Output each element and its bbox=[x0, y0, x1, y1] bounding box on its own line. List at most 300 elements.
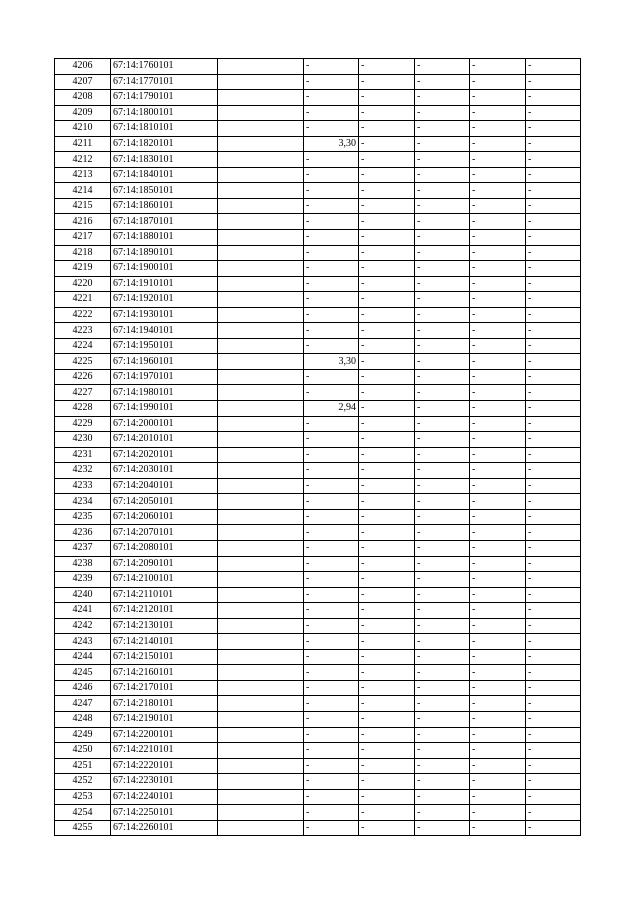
row-number-cell: 4216 bbox=[55, 214, 111, 230]
cadastral-number-cell: 67:14:1950101 bbox=[111, 338, 218, 354]
cadastral-number-cell: 67:14:2240101 bbox=[111, 789, 218, 805]
row-number-cell: 4248 bbox=[55, 711, 111, 727]
row-number-cell: 4213 bbox=[55, 167, 111, 183]
empty-cell bbox=[218, 820, 304, 836]
table-row bbox=[55, 665, 581, 681]
dash-cell: - bbox=[470, 292, 526, 308]
dash-cell: - bbox=[359, 556, 415, 572]
dash-cell: - bbox=[526, 540, 581, 556]
dash-cell: - bbox=[526, 105, 581, 121]
dash-cell: - bbox=[470, 603, 526, 619]
empty-cell bbox=[218, 198, 304, 214]
value-cell: - bbox=[304, 463, 359, 479]
table-row bbox=[55, 711, 581, 727]
row-number-cell: 4222 bbox=[55, 307, 111, 323]
dash-cell: - bbox=[415, 618, 470, 634]
empty-cell bbox=[218, 245, 304, 261]
empty-cell bbox=[218, 680, 304, 696]
table-row bbox=[55, 820, 581, 836]
dash-cell: - bbox=[526, 214, 581, 230]
cadastral-number-cell: 67:14:1890101 bbox=[111, 245, 218, 261]
dash-cell: - bbox=[526, 369, 581, 385]
empty-cell bbox=[218, 774, 304, 790]
dash-cell: - bbox=[415, 261, 470, 277]
dash-cell: - bbox=[470, 198, 526, 214]
dash-cell: - bbox=[415, 587, 470, 603]
dash-cell: - bbox=[526, 90, 581, 106]
value-cell: - bbox=[304, 509, 359, 525]
dash-cell: - bbox=[415, 743, 470, 759]
dash-cell: - bbox=[526, 603, 581, 619]
row-number-cell: 4211 bbox=[55, 136, 111, 152]
table-row bbox=[55, 556, 581, 572]
dash-cell: - bbox=[470, 105, 526, 121]
dash-cell: - bbox=[415, 307, 470, 323]
dash-cell: - bbox=[415, 494, 470, 510]
dash-cell: - bbox=[526, 261, 581, 277]
row-number-cell: 4206 bbox=[55, 59, 111, 75]
cadastral-number-cell: 67:14:2080101 bbox=[111, 540, 218, 556]
empty-cell bbox=[218, 121, 304, 137]
dash-cell: - bbox=[359, 572, 415, 588]
row-number-cell: 4212 bbox=[55, 152, 111, 168]
row-number-cell: 4235 bbox=[55, 509, 111, 525]
dash-cell: - bbox=[470, 214, 526, 230]
empty-cell bbox=[218, 665, 304, 681]
dash-cell: - bbox=[526, 59, 581, 75]
cadastral-number-cell: 67:14:2220101 bbox=[111, 758, 218, 774]
dash-cell: - bbox=[359, 105, 415, 121]
dash-cell: - bbox=[526, 245, 581, 261]
dash-cell: - bbox=[470, 680, 526, 696]
dash-cell: - bbox=[415, 292, 470, 308]
value-cell: - bbox=[304, 152, 359, 168]
table-row bbox=[55, 307, 581, 323]
row-number-cell: 4218 bbox=[55, 245, 111, 261]
dash-cell: - bbox=[470, 261, 526, 277]
value-cell: - bbox=[304, 276, 359, 292]
dash-cell: - bbox=[526, 338, 581, 354]
table-row bbox=[55, 90, 581, 106]
table-row bbox=[55, 276, 581, 292]
dash-cell: - bbox=[415, 121, 470, 137]
dash-cell: - bbox=[470, 463, 526, 479]
dash-cell: - bbox=[526, 509, 581, 525]
dash-cell: - bbox=[415, 167, 470, 183]
value-cell: - bbox=[304, 696, 359, 712]
value-cell: - bbox=[304, 214, 359, 230]
dash-cell: - bbox=[526, 152, 581, 168]
row-number-cell: 4219 bbox=[55, 261, 111, 277]
dash-cell: - bbox=[359, 338, 415, 354]
value-cell: - bbox=[304, 618, 359, 634]
dash-cell: - bbox=[470, 820, 526, 836]
dash-cell: - bbox=[470, 323, 526, 339]
row-number-cell: 4251 bbox=[55, 758, 111, 774]
value-cell: - bbox=[304, 198, 359, 214]
empty-cell bbox=[218, 323, 304, 339]
dash-cell: - bbox=[415, 416, 470, 432]
table-row bbox=[55, 214, 581, 230]
dash-cell: - bbox=[526, 743, 581, 759]
empty-cell bbox=[218, 572, 304, 588]
table-row bbox=[55, 789, 581, 805]
empty-cell bbox=[218, 743, 304, 759]
table-row bbox=[55, 121, 581, 137]
row-number-cell: 4233 bbox=[55, 478, 111, 494]
value-cell: - bbox=[304, 540, 359, 556]
cadastral-number-cell: 67:14:2150101 bbox=[111, 649, 218, 665]
row-number-cell: 4210 bbox=[55, 121, 111, 137]
dash-cell: - bbox=[415, 105, 470, 121]
cadastral-number-cell: 67:14:1790101 bbox=[111, 90, 218, 106]
cadastral-number-cell: 67:14:1900101 bbox=[111, 261, 218, 277]
table-row bbox=[55, 509, 581, 525]
value-cell: - bbox=[304, 183, 359, 199]
empty-cell bbox=[218, 369, 304, 385]
dash-cell: - bbox=[526, 665, 581, 681]
cadastral-number-cell: 67:14:2250101 bbox=[111, 805, 218, 821]
dash-cell: - bbox=[359, 478, 415, 494]
table-row bbox=[55, 105, 581, 121]
table-row bbox=[55, 59, 581, 75]
cadastral-number-cell: 67:14:1880101 bbox=[111, 230, 218, 246]
dash-cell: - bbox=[470, 587, 526, 603]
row-number-cell: 4223 bbox=[55, 323, 111, 339]
cadastral-number-cell: 67:14:1760101 bbox=[111, 59, 218, 75]
cadastral-number-cell: 67:14:1810101 bbox=[111, 121, 218, 137]
row-number-cell: 4226 bbox=[55, 369, 111, 385]
value-cell: - bbox=[304, 680, 359, 696]
table-row bbox=[55, 136, 581, 152]
dash-cell: - bbox=[359, 820, 415, 836]
dash-cell: - bbox=[470, 525, 526, 541]
cadastral-number-cell: 67:14:1940101 bbox=[111, 323, 218, 339]
dash-cell: - bbox=[526, 820, 581, 836]
dash-cell: - bbox=[415, 136, 470, 152]
dash-cell: - bbox=[526, 758, 581, 774]
table-row bbox=[55, 245, 581, 261]
empty-cell bbox=[218, 556, 304, 572]
dash-cell: - bbox=[359, 758, 415, 774]
row-number-cell: 4234 bbox=[55, 494, 111, 510]
table-body bbox=[55, 59, 581, 836]
dash-cell: - bbox=[470, 789, 526, 805]
dash-cell: - bbox=[526, 307, 581, 323]
value-cell: - bbox=[304, 774, 359, 790]
dash-cell: - bbox=[359, 183, 415, 199]
dash-cell: - bbox=[526, 634, 581, 650]
table-row bbox=[55, 261, 581, 277]
dash-cell: - bbox=[415, 432, 470, 448]
row-number-cell: 4254 bbox=[55, 805, 111, 821]
dash-cell: - bbox=[526, 136, 581, 152]
dash-cell: - bbox=[470, 634, 526, 650]
cadastral-number-cell: 67:14:2130101 bbox=[111, 618, 218, 634]
dash-cell: - bbox=[470, 540, 526, 556]
table-row bbox=[55, 478, 581, 494]
dash-cell: - bbox=[526, 649, 581, 665]
table-row bbox=[55, 587, 581, 603]
row-number-cell: 4225 bbox=[55, 354, 111, 370]
value-cell: - bbox=[304, 307, 359, 323]
dash-cell: - bbox=[359, 494, 415, 510]
table-row bbox=[55, 743, 581, 759]
row-number-cell: 4215 bbox=[55, 198, 111, 214]
dash-cell: - bbox=[526, 354, 581, 370]
dash-cell: - bbox=[415, 214, 470, 230]
value-cell: - bbox=[304, 525, 359, 541]
cadastral-number-cell: 67:14:1980101 bbox=[111, 385, 218, 401]
value-cell: - bbox=[304, 292, 359, 308]
cadastral-number-cell: 67:14:2230101 bbox=[111, 774, 218, 790]
cadastral-number-cell: 67:14:2010101 bbox=[111, 432, 218, 448]
row-number-cell: 4240 bbox=[55, 587, 111, 603]
empty-cell bbox=[218, 463, 304, 479]
dash-cell: - bbox=[415, 774, 470, 790]
row-number-cell: 4238 bbox=[55, 556, 111, 572]
empty-cell bbox=[218, 261, 304, 277]
table-row bbox=[55, 354, 581, 370]
dash-cell: - bbox=[359, 323, 415, 339]
empty-cell bbox=[218, 416, 304, 432]
value-cell: - bbox=[304, 603, 359, 619]
cadastral-number-cell: 67:14:2100101 bbox=[111, 572, 218, 588]
empty-cell bbox=[218, 758, 304, 774]
empty-cell bbox=[218, 649, 304, 665]
empty-cell bbox=[218, 74, 304, 90]
dash-cell: - bbox=[470, 743, 526, 759]
value-cell: - bbox=[304, 90, 359, 106]
cadastral-number-cell: 67:14:2050101 bbox=[111, 494, 218, 510]
cadastral-number-cell: 67:14:1920101 bbox=[111, 292, 218, 308]
dash-cell: - bbox=[415, 245, 470, 261]
table-row bbox=[55, 74, 581, 90]
dash-cell: - bbox=[470, 649, 526, 665]
table-row bbox=[55, 680, 581, 696]
value-cell: 3,30 bbox=[304, 354, 359, 370]
dash-cell: - bbox=[470, 136, 526, 152]
cadastral-number-cell: 67:14:1840101 bbox=[111, 167, 218, 183]
dash-cell: - bbox=[415, 59, 470, 75]
row-number-cell: 4245 bbox=[55, 665, 111, 681]
dash-cell: - bbox=[526, 525, 581, 541]
value-cell: - bbox=[304, 572, 359, 588]
value-cell: - bbox=[304, 665, 359, 681]
empty-cell bbox=[218, 230, 304, 246]
table-row bbox=[55, 416, 581, 432]
cadastral-number-cell: 67:14:2140101 bbox=[111, 634, 218, 650]
table-row bbox=[55, 432, 581, 448]
cadastral-number-cell: 67:14:2200101 bbox=[111, 727, 218, 743]
dash-cell: - bbox=[526, 774, 581, 790]
table-row bbox=[55, 634, 581, 650]
cadastral-number-cell: 67:14:1870101 bbox=[111, 214, 218, 230]
dash-cell: - bbox=[359, 665, 415, 681]
empty-cell bbox=[218, 509, 304, 525]
dash-cell: - bbox=[526, 401, 581, 417]
value-cell: - bbox=[304, 338, 359, 354]
dash-cell: - bbox=[359, 618, 415, 634]
cadastral-number-cell: 67:14:1800101 bbox=[111, 105, 218, 121]
dash-cell: - bbox=[359, 261, 415, 277]
dash-cell: - bbox=[526, 230, 581, 246]
table-row bbox=[55, 572, 581, 588]
dash-cell: - bbox=[415, 696, 470, 712]
cadastral-number-cell: 67:14:1970101 bbox=[111, 369, 218, 385]
empty-cell bbox=[218, 152, 304, 168]
value-cell: - bbox=[304, 369, 359, 385]
dash-cell: - bbox=[470, 758, 526, 774]
dash-cell: - bbox=[359, 432, 415, 448]
cadastral-number-cell: 67:14:1850101 bbox=[111, 183, 218, 199]
row-number-cell: 4227 bbox=[55, 385, 111, 401]
empty-cell bbox=[218, 587, 304, 603]
dash-cell: - bbox=[415, 276, 470, 292]
cadastral-number-cell: 67:14:2180101 bbox=[111, 696, 218, 712]
dash-cell: - bbox=[470, 665, 526, 681]
row-number-cell: 4244 bbox=[55, 649, 111, 665]
dash-cell: - bbox=[470, 494, 526, 510]
dash-cell: - bbox=[415, 572, 470, 588]
dash-cell: - bbox=[359, 634, 415, 650]
value-cell: - bbox=[304, 416, 359, 432]
dash-cell: - bbox=[526, 167, 581, 183]
empty-cell bbox=[218, 276, 304, 292]
value-cell: - bbox=[304, 789, 359, 805]
dash-cell: - bbox=[470, 727, 526, 743]
row-number-cell: 4247 bbox=[55, 696, 111, 712]
row-number-cell: 4249 bbox=[55, 727, 111, 743]
dash-cell: - bbox=[470, 572, 526, 588]
cadastral-number-cell: 67:14:1930101 bbox=[111, 307, 218, 323]
dash-cell: - bbox=[415, 183, 470, 199]
dash-cell: - bbox=[415, 680, 470, 696]
table-row bbox=[55, 323, 581, 339]
dash-cell: - bbox=[470, 59, 526, 75]
cadastral-number-cell: 67:14:2090101 bbox=[111, 556, 218, 572]
row-number-cell: 4236 bbox=[55, 525, 111, 541]
dash-cell: - bbox=[359, 90, 415, 106]
value-cell: - bbox=[304, 447, 359, 463]
empty-cell bbox=[218, 105, 304, 121]
dash-cell: - bbox=[415, 711, 470, 727]
table-row bbox=[55, 447, 581, 463]
dash-cell: - bbox=[359, 167, 415, 183]
dash-cell: - bbox=[470, 245, 526, 261]
table-row bbox=[55, 152, 581, 168]
table-row bbox=[55, 369, 581, 385]
dash-cell: - bbox=[415, 665, 470, 681]
dash-cell: - bbox=[470, 276, 526, 292]
table-row bbox=[55, 401, 581, 417]
dash-cell: - bbox=[359, 774, 415, 790]
empty-cell bbox=[218, 447, 304, 463]
row-number-cell: 4231 bbox=[55, 447, 111, 463]
row-number-cell: 4217 bbox=[55, 230, 111, 246]
cadastral-number-cell: 67:14:2030101 bbox=[111, 463, 218, 479]
row-number-cell: 4228 bbox=[55, 401, 111, 417]
cadastral-number-cell: 67:14:2170101 bbox=[111, 680, 218, 696]
dash-cell: - bbox=[359, 307, 415, 323]
empty-cell bbox=[218, 354, 304, 370]
dash-cell: - bbox=[470, 432, 526, 448]
row-number-cell: 4207 bbox=[55, 74, 111, 90]
dash-cell: - bbox=[359, 649, 415, 665]
empty-cell bbox=[218, 696, 304, 712]
dash-cell: - bbox=[415, 758, 470, 774]
dash-cell: - bbox=[359, 121, 415, 137]
row-number-cell: 4224 bbox=[55, 338, 111, 354]
cadastral-number-cell: 67:14:2070101 bbox=[111, 525, 218, 541]
value-cell: - bbox=[304, 649, 359, 665]
dash-cell: - bbox=[359, 509, 415, 525]
dash-cell: - bbox=[526, 323, 581, 339]
dash-cell: - bbox=[415, 354, 470, 370]
value-cell: 3,30 bbox=[304, 136, 359, 152]
dash-cell: - bbox=[526, 121, 581, 137]
value-cell: - bbox=[304, 727, 359, 743]
dash-cell: - bbox=[359, 230, 415, 246]
row-number-cell: 4209 bbox=[55, 105, 111, 121]
dash-cell: - bbox=[359, 292, 415, 308]
cadastral-number-cell: 67:14:1960101 bbox=[111, 354, 218, 370]
dash-cell: - bbox=[470, 805, 526, 821]
empty-cell bbox=[218, 432, 304, 448]
value-cell: - bbox=[304, 121, 359, 137]
empty-cell bbox=[218, 338, 304, 354]
cadastral-number-cell: 67:14:2210101 bbox=[111, 743, 218, 759]
dash-cell: - bbox=[359, 416, 415, 432]
row-number-cell: 4246 bbox=[55, 680, 111, 696]
dash-cell: - bbox=[415, 385, 470, 401]
dash-cell: - bbox=[470, 152, 526, 168]
cadastral-number-cell: 67:14:2110101 bbox=[111, 587, 218, 603]
row-number-cell: 4208 bbox=[55, 90, 111, 106]
dash-cell: - bbox=[470, 230, 526, 246]
value-cell: - bbox=[304, 245, 359, 261]
dash-cell: - bbox=[526, 494, 581, 510]
dash-cell: - bbox=[359, 805, 415, 821]
table-row bbox=[55, 649, 581, 665]
table-row bbox=[55, 540, 581, 556]
dash-cell: - bbox=[526, 292, 581, 308]
empty-cell bbox=[218, 711, 304, 727]
dash-cell: - bbox=[470, 121, 526, 137]
dash-cell: - bbox=[526, 711, 581, 727]
dash-cell: - bbox=[470, 774, 526, 790]
table-row bbox=[55, 805, 581, 821]
empty-cell bbox=[218, 478, 304, 494]
dash-cell: - bbox=[415, 540, 470, 556]
dash-cell: - bbox=[359, 354, 415, 370]
dash-cell: - bbox=[470, 183, 526, 199]
dash-cell: - bbox=[526, 478, 581, 494]
dash-cell: - bbox=[359, 401, 415, 417]
dash-cell: - bbox=[359, 74, 415, 90]
empty-cell bbox=[218, 525, 304, 541]
dash-cell: - bbox=[470, 509, 526, 525]
value-cell: - bbox=[304, 432, 359, 448]
dash-cell: - bbox=[470, 307, 526, 323]
cadastral-number-cell: 67:14:2000101 bbox=[111, 416, 218, 432]
row-number-cell: 4230 bbox=[55, 432, 111, 448]
row-number-cell: 4221 bbox=[55, 292, 111, 308]
dash-cell: - bbox=[415, 463, 470, 479]
row-number-cell: 4220 bbox=[55, 276, 111, 292]
dash-cell: - bbox=[415, 230, 470, 246]
value-cell: - bbox=[304, 587, 359, 603]
